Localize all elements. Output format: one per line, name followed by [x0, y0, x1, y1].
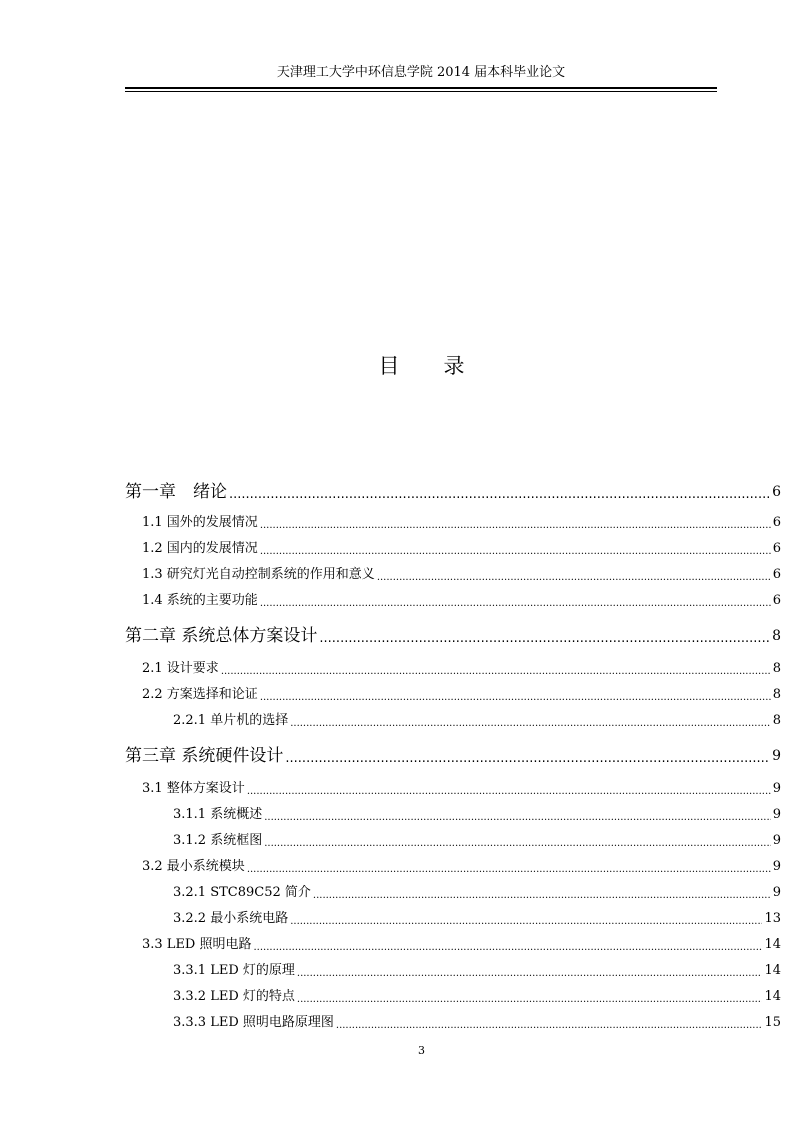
toc-entry-page: 14	[764, 989, 781, 1004]
page-header: 天津理工大学中环信息学院 2014 届本科毕业论文	[276, 65, 566, 80]
toc-entry-label: 3.2.1 STC89C52 简介	[173, 885, 311, 900]
toc-section-entry	[142, 686, 781, 704]
toc-entry-page: 6	[772, 515, 781, 530]
toc-entry-page: 9	[772, 833, 781, 848]
toc-section-entry	[142, 592, 781, 610]
toc-entry-page: 8	[772, 661, 781, 676]
toc-chapter-entry	[125, 625, 781, 647]
toc-section-entry	[173, 832, 781, 850]
toc-entry-label: 第二章 系统总体方案设计	[125, 626, 318, 646]
toc-entry-page: 13	[764, 911, 781, 926]
toc-entry-label: 第一章 绪论	[125, 482, 227, 502]
toc-entry-page: 6	[772, 593, 781, 608]
toc-section-entry	[173, 988, 781, 1006]
toc-entry-label: 2.1 设计要求	[142, 661, 219, 676]
toc-dot-leader	[377, 572, 771, 584]
toc-entry-page: 9	[772, 781, 781, 796]
toc-section-entry	[142, 936, 781, 954]
toc-chapter-entry	[125, 745, 781, 767]
toc-entry-label: 3.2.2 最小系统电路	[173, 911, 289, 926]
toc-entry-label: 第三章 系统硬件设计	[125, 746, 284, 766]
toc-dot-leader	[297, 968, 763, 980]
toc-dot-leader	[254, 942, 763, 954]
toc-dot-leader	[290, 718, 771, 730]
toc-entry-label: 1.2 国内的发展情况	[142, 541, 258, 556]
header-rule-thin	[125, 91, 717, 92]
toc-entry-label: 3.1.2 系统框图	[173, 833, 263, 848]
header-rule-thick	[125, 87, 717, 89]
toc-entry-label: 2.2 方案选择和论证	[142, 687, 258, 702]
toc-entry-page: 8	[772, 628, 781, 644]
toc-section-entry	[173, 962, 781, 980]
toc-dot-leader	[336, 1020, 763, 1032]
toc-dot-leader	[264, 838, 771, 850]
toc-dot-leader	[313, 890, 771, 902]
toc-section-entry	[142, 514, 781, 532]
toc-entry-label: 1.1 国外的发展情况	[142, 515, 258, 530]
toc-entry-label: 1.4 系统的主要功能	[142, 593, 258, 608]
toc-entry-page: 9	[772, 859, 781, 874]
toc-section-entry	[142, 660, 781, 678]
toc-entry-label: 3.3.3 LED 照明电路原理图	[173, 1015, 334, 1030]
toc-entry-label: 1.3 研究灯光自动控制系统的作用和意义	[142, 567, 375, 582]
toc-entry-page: 15	[764, 1015, 781, 1030]
toc-dot-leader	[260, 598, 771, 610]
toc-entry-page: 9	[772, 807, 781, 822]
toc-dot-leader	[319, 631, 770, 647]
toc-entry-label: 3.3.2 LED 灯的特点	[173, 989, 295, 1004]
toc-dot-leader	[260, 520, 771, 532]
toc-entry-page: 9	[772, 748, 781, 764]
toc-section-entry	[142, 780, 781, 798]
toc-dot-leader	[221, 666, 771, 678]
toc-entry-page: 6	[772, 484, 781, 500]
page-number: 3	[418, 1044, 425, 1057]
toc-entry-label: 3.3 LED 照明电路	[142, 937, 252, 952]
toc-section-entry	[173, 712, 781, 730]
toc-title	[0, 352, 793, 380]
toc-title-right: 录	[443, 354, 465, 378]
toc-title-left: 目	[378, 354, 400, 378]
toc-dot-leader	[260, 692, 771, 704]
toc-dot-leader	[290, 916, 762, 928]
toc-dot-leader	[264, 812, 771, 824]
toc-dot-leader	[229, 487, 770, 503]
toc-section-entry	[142, 540, 781, 558]
toc-section-entry	[173, 884, 781, 902]
toc-dot-leader	[247, 864, 771, 876]
toc-entry-page: 8	[772, 713, 781, 728]
toc-section-entry	[173, 806, 781, 824]
toc-entry-label: 3.1 整体方案设计	[142, 781, 245, 796]
toc-entry-page: 8	[772, 687, 781, 702]
toc-chapter-entry	[125, 481, 781, 503]
toc-dot-leader	[247, 786, 771, 798]
toc-entry-label: 3.1.1 系统概述	[173, 807, 263, 822]
toc-entry-label: 2.2.1 单片机的选择	[173, 713, 289, 728]
toc-section-entry	[142, 858, 781, 876]
toc-entry-page: 6	[772, 541, 781, 556]
toc-entry-page: 14	[764, 937, 781, 952]
toc-entry-page: 9	[772, 885, 781, 900]
toc-section-entry	[173, 1014, 781, 1032]
toc-entry-label: 3.3.1 LED 灯的原理	[173, 963, 295, 978]
toc-dot-leader	[285, 751, 770, 767]
toc-entry-page: 14	[764, 963, 781, 978]
toc-entry-page: 6	[772, 567, 781, 582]
toc-section-entry	[173, 910, 781, 928]
toc-dot-leader	[297, 994, 763, 1006]
toc-entry-label: 3.2 最小系统模块	[142, 859, 245, 874]
toc-section-entry	[142, 566, 781, 584]
toc-dot-leader	[260, 546, 771, 558]
